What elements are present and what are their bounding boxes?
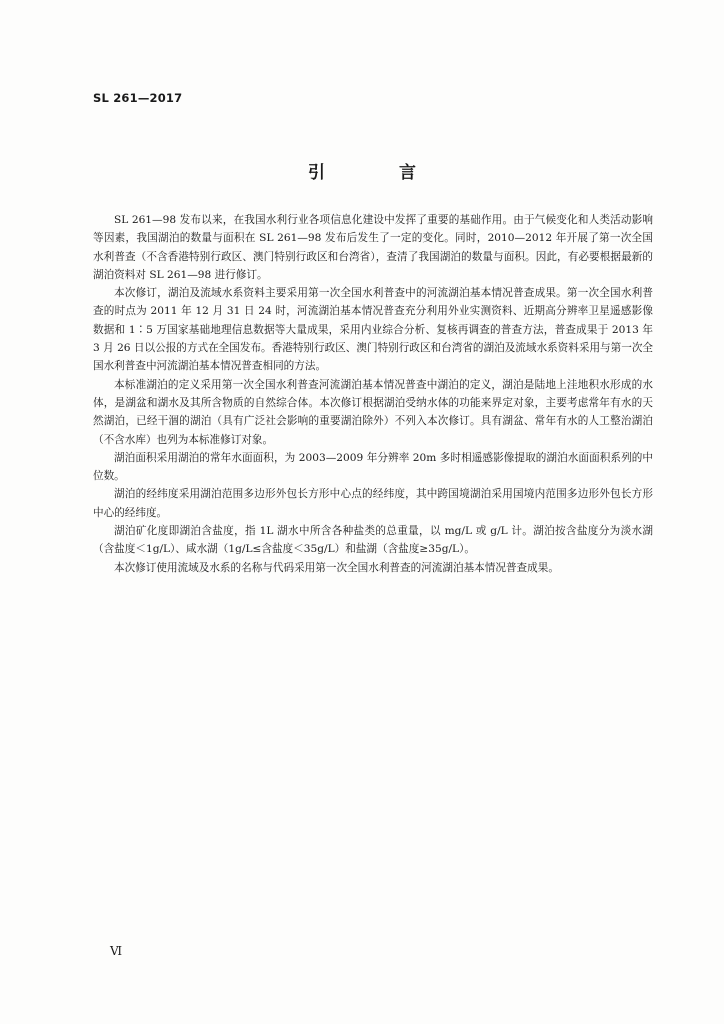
standard-code-header: SL 261—2017: [93, 91, 183, 105]
introduction-body: [93, 211, 653, 577]
page-title: 引 言: [308, 163, 450, 183]
paragraph: 本标准湖泊的定义采用第一次全国水利普查河流湖泊基本情况普查中湖泊的定义，湖泊是陆地上洼地积水形成的水体，是湖盆和湖水及其所含物质的自然综合体。本次修订根据湖泊受纳水体的功能来界定对象，主要考虑常年有水的天然湖泊，已经干涸的湖泊（具有广泛社会影响的重要湖泊除外）不列入本次修订。具有湖盆、常年有水的人工整治湖泊（不含水库）也列为本标准修订对象。: [93, 378, 653, 446]
paragraph: 湖泊面积采用湖泊的常年水面面积，为 2003—2009 年分辨率 20m 多时相遥感影像提取的湖泊水面面积系列的中位数。: [93, 451, 653, 483]
paragraph: 本次修订，湖泊及流域水系资料主要采用第一次全国水利普查中的河流湖泊基本情况普查成果。第一次全国水利普查的时点为 2011 年 12 月 31 日 24 时，河流湖泊基本情况普查充分利用外业实测资料、近期高分辨率卫星遥感影像数据和 1∶5 万国家基础地理信息数据等大量成果，采用内业综合分析、复核再调查的普查方法，普查成果于 2013 年 3 月 26 日以公报的方式在全国发布。香港特别行政区、澳门特别行政区和台湾省的湖泊及流域水系资料采用与第一次全国水利普查中河流湖泊基本情况普查相同的方法。: [93, 287, 654, 373]
paragraph: 本次修订使用流域及水系的名称与代码采用第一次全国水利普查的河流湖泊基本情况普查成果。: [114, 561, 559, 574]
page-number: Ⅵ: [110, 944, 123, 958]
paragraph: SL 261—98 发布以来，在我国水利行业各项信息化建设中发挥了重要的基础作用。由于气候变化和人类活动影响等因素，我国湖泊的数量与面积在 SL 261—98 发布后发生了一定的变化。同时，2010—2012 年开展了第一次全国水利普查（不含香港特别行政区、澳门特别行政区和台湾省），查清了我国湖泊的数量与面积。因此，有必要根据最新的湖泊资料对 SL 261—98 进行修订。: [93, 214, 653, 281]
paragraph: 湖泊的经纬度采用湖泊范围多边形外包长方形中心点的经纬度，其中跨国境湖泊采用国境内范围多边形外包长方形中心的经纬度。: [93, 488, 653, 519]
paragraph: 湖泊矿化度即湖泊含盐度，指 1L 湖水中所含各种盐类的总重量，以 mg/L 或 g/L 计。湖泊按含盐度分为淡水湖（含盐度＜1g/L）、咸水湖（1g/L≤含盐度＜35g/L）和盐湖（含盐度≥35g/L）。: [93, 525, 653, 556]
